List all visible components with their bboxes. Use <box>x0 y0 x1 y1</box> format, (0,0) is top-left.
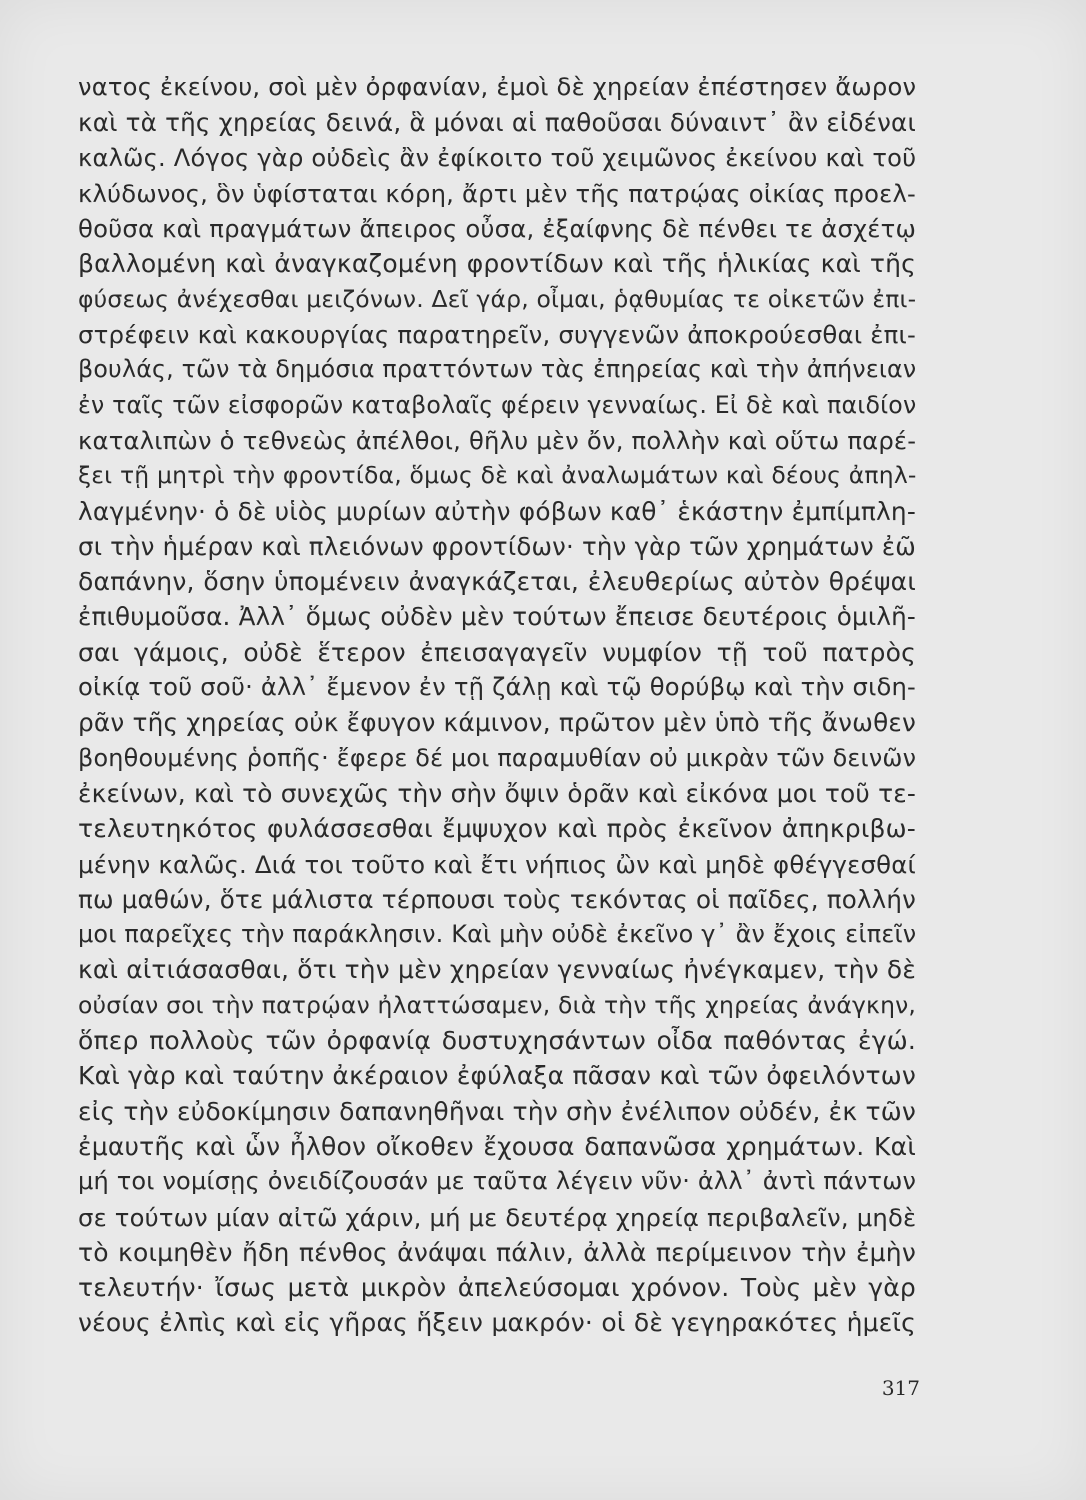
text-line: καὶ αἰτιάσασθαι, ὅτι τὴν μὲν χηρείαν γενναίως ἠνέγκαμεν, τὴν δὲ <box>78 955 916 985</box>
text-line: σι τὴν ἡμέραν καὶ πλειόνων φροντίδων· τὴν γὰρ τῶν χρημάτων ἐῶ <box>78 531 916 561</box>
text-line: σε τούτων μίαν αἰτῶ χάριν, μή με δευτέρᾳ χηρείᾳ περιβαλεῖν, μηδὲ <box>78 1202 917 1232</box>
page-number: 317 <box>881 1376 920 1400</box>
text-line: βαλλομένη καὶ ἀναγκαζομένη φροντίδων καὶ τῆς ἡλικίας καὶ τῆς <box>78 249 916 279</box>
text-line: δαπάνην, ὅσην ὑπομένειν ἀναγκάζεται, ἐλευθερίως αὐτὸν θρέψαι <box>78 567 916 597</box>
text-line: βοηθουμένης ῥοπῆς· ἔφερε δέ μοι παραμυθίαν οὐ μικρὰν τῶν δεινῶν <box>78 743 917 772</box>
text-line: νέους ἐλπὶς καὶ εἰς γῆρας ἥξειν μακρόν· οἱ δὲ γεγηρακότες ἡμεῖς <box>78 1308 916 1338</box>
text-line: τελευτήν· ἴσως μετὰ μικρὸν ἀπελεύσομαι χρόνον. Τοὺς μὲν γὰρ <box>78 1273 916 1303</box>
text-line: ἐκείνων, καὶ τὸ συνεχῶς τὴν σὴν ὄψιν ὁρᾶν καὶ εἰκόνα μοι τοῦ τε- <box>78 778 916 808</box>
text-line: καταλιπὼν ὁ τεθνεὼς ἀπέλθοι, θῆλυ μὲν ὄν, πολλὴν καὶ οὕτω παρέ- <box>78 425 917 455</box>
text-line: εἰς τὴν εὐδοκίμησιν δαπανηθῆναι τὴν σὴν ἐνέλιπον οὐδέν, ἐκ τῶν <box>78 1096 916 1126</box>
text-line: στρέφειν καὶ κακουργίας παρατηρεῖν, συγγενῶν ἀποκρούεσθαι ἐπι- <box>78 320 916 350</box>
text-line: ἐπιθυμοῦσα. Ἀλλ᾽ ὅμως οὐδὲν μὲν τούτων ἔπεισε δευτέροις ὁμιλῆ- <box>78 602 916 632</box>
text-line: ρᾶν τῆς χηρείας οὐκ ἔφυγον κάμινον, πρῶτον μὲν ὑπὸ τῆς ἄνωθεν <box>78 708 916 738</box>
text-line: σαι γάμοις, οὐδὲ ἕτερον ἐπεισαγαγεῖν νυμφίον τῇ τοῦ πατρὸς <box>78 637 916 667</box>
text-line: Καὶ γὰρ καὶ ταύτην ἀκέραιον ἐφύλαξα πᾶσαν καὶ τῶν ὀφειλόντων <box>78 1061 916 1091</box>
text-line: μή τοι νομίσῃς ὀνειδίζουσάν με ταῦτα λέγειν νῦν· ἀλλ᾽ ἀντὶ πάντων <box>78 1167 917 1196</box>
body-text <box>78 70 916 1341</box>
text-line: φύσεως ἀνέχεσθαι μειζόνων. Δεῖ γάρ, οἶμαι, ῥᾳθυμίας τε οἰκετῶν ἐπι- <box>78 284 917 313</box>
text-line: τελευτηκότος φυλάσσεσθαι ἔμψυχον καὶ πρὸς ἐκεῖνον ἀπηκριβω- <box>78 814 916 844</box>
text-line: πω μαθών, ὅτε μάλιστα τέρπουσι τοὺς τεκόντας οἱ παῖδες, πολλήν <box>78 884 916 914</box>
text-line: νατος ἐκείνου, σοὶ μὲν ὀρφανίαν, ἐμοὶ δὲ χηρείαν ἐπέστησεν ἄωρον <box>78 73 917 101</box>
text-line: κλύδωνος, ὃν ὑφίσταται κόρη, ἄρτι μὲν τῆς πατρῴας οἰκίας προελ- <box>78 178 916 208</box>
text-line: μένην καλῶς. Διά τοι τοῦτο καὶ ἔτι νήπιος ὢν καὶ μηδὲ φθέγγεσθαί <box>78 849 916 879</box>
text-line: θοῦσα καὶ πραγμάτων ἄπειρος οὖσα, ἐξαίφνης δὲ πένθει τε ἀσχέτῳ <box>78 214 916 244</box>
text-line: οἰκίᾳ τοῦ σοῦ· ἀλλ᾽ ἔμενον ἐν τῇ ζάλῃ καὶ τῷ θορύβῳ καὶ τὴν σιδη- <box>78 673 916 702</box>
text-line: καὶ τὰ τῆς χηρείας δεινά, ἃ μόναι αἱ παθοῦσαι δύναιντ᾽ ἂν εἰδέναι <box>78 108 916 138</box>
text-line: ἐν ταῖς τῶν εἰσφορῶν καταβολαῖς φέρειν γενναίως. Εἰ δὲ καὶ παιδίον <box>78 390 917 419</box>
text-line: τὸ κοιμηθὲν ἤδη πένθος ἀνάψαι πάλιν, ἀλλὰ περίμεινον τὴν ἐμὴν <box>78 1237 916 1267</box>
text-line: βουλάς, τῶν τὰ δημόσια πραττόντων τὰς ἐπηρείας καὶ τὴν ἀπήνειαν <box>78 355 917 384</box>
text-line: λαγμένην· ὁ δὲ υἱὸς μυρίων αὐτὴν φόβων καθ᾽ ἑκάστην ἐμπίμπλη- <box>78 496 916 526</box>
text-line: ἐμαυτῆς καὶ ὧν ἦλθον οἴκοθεν ἔχουσα δαπανῶσα χρημάτων. Καὶ <box>78 1131 916 1161</box>
text-line: καλῶς. Λόγος γὰρ οὐδεὶς ἂν ἐφίκοιτο τοῦ χειμῶνος ἐκείνου καὶ τοῦ <box>78 143 917 172</box>
text-line: ξει τῇ μητρὶ τὴν φροντίδα, ὅμως δὲ καὶ ἀναλωμάτων καὶ δέους ἀπηλ- <box>78 461 917 490</box>
text-line: ὅπερ πολλοὺς τῶν ὀρφανίᾳ δυστυχησάντων οἶδα παθόντας ἐγώ. <box>78 1026 916 1056</box>
text-line: μοι παρεῖχες τὴν παράκλησιν. Καὶ μὴν οὐδὲ ἐκεῖνο γ᾽ ἂν ἔχοις εἰπεῖν <box>78 920 917 949</box>
text-line: οὐσίαν σοι τὴν πατρῴαν ἠλαττώσαμεν, διὰ τὴν τῆς χηρείας ἀνάγκην, <box>78 990 917 1019</box>
